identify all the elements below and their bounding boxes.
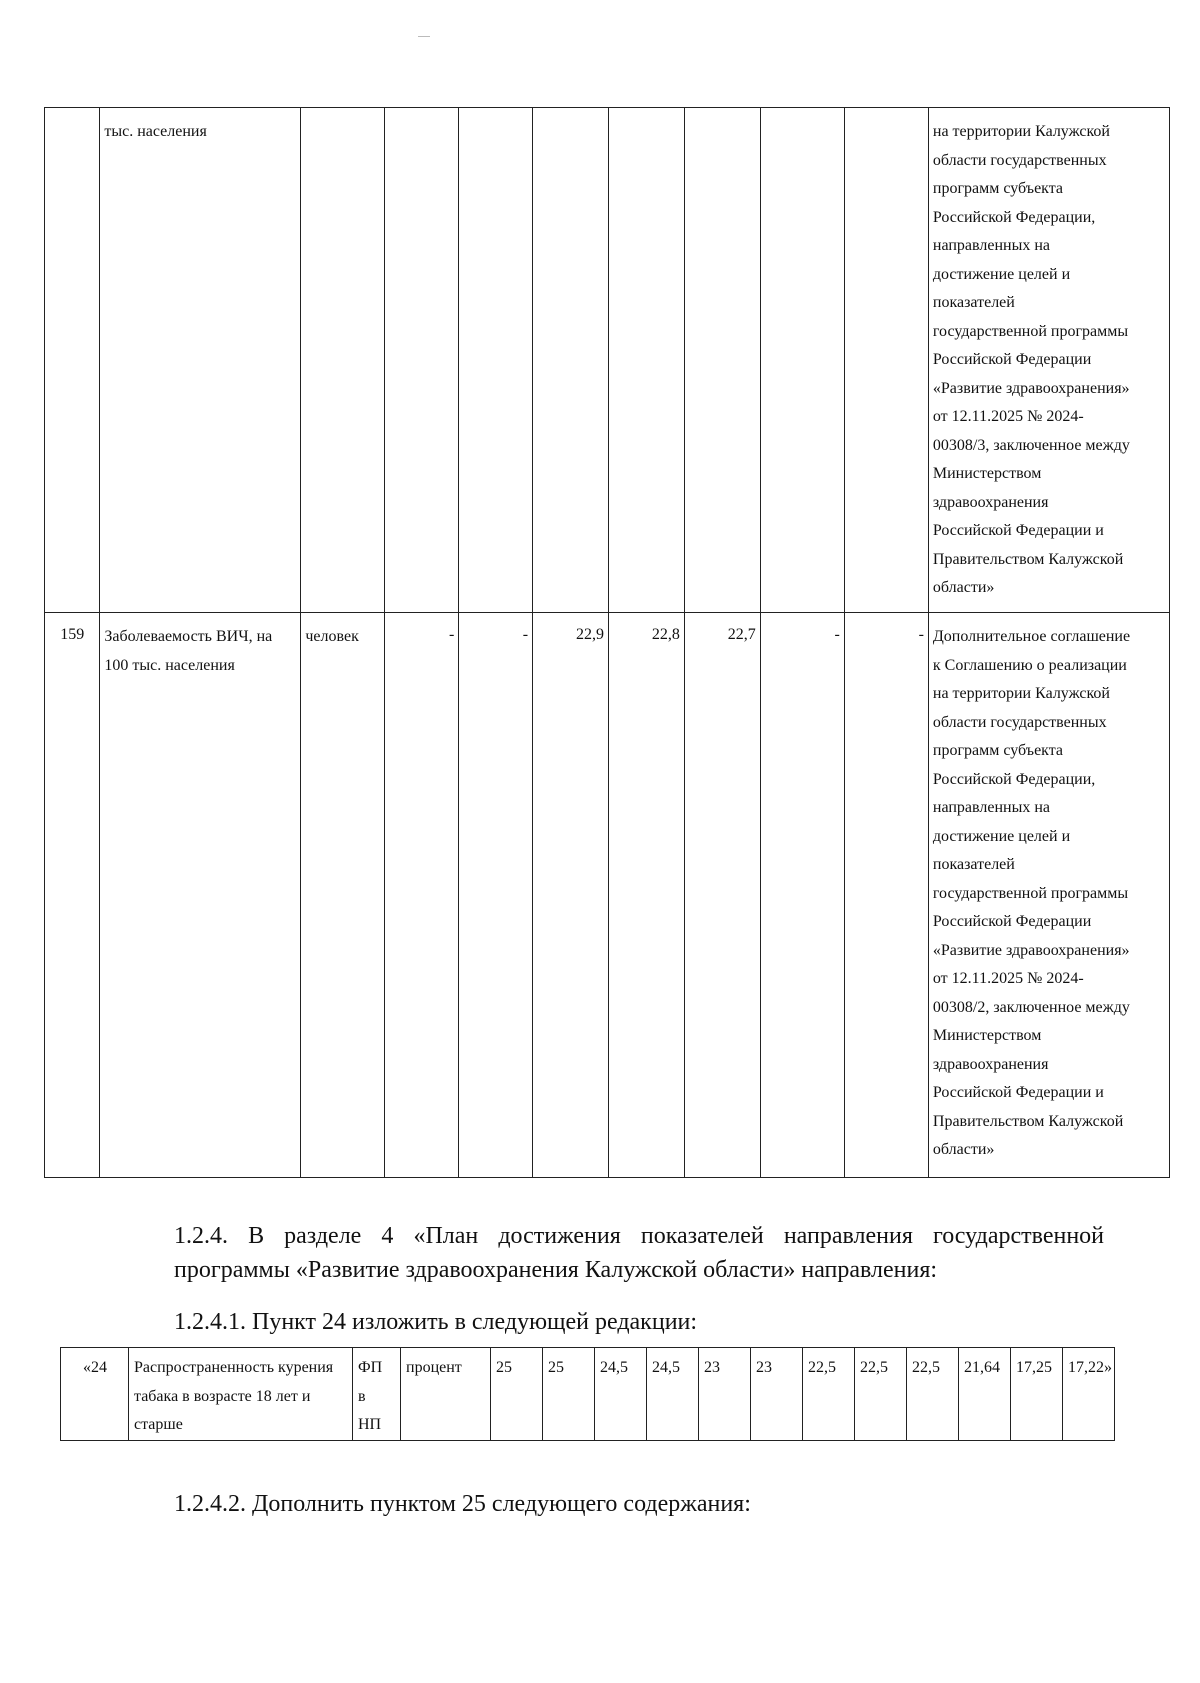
source-line: Российской Федерации и	[932, 522, 1104, 539]
row-number	[45, 108, 100, 613]
source-line: от 12.11.2025 № 2024-	[932, 408, 1084, 425]
value-cell: 22,5	[855, 1348, 907, 1441]
value-cell: -	[385, 613, 459, 1178]
unit-cell	[301, 108, 385, 613]
plan-table	[60, 1347, 1115, 1441]
source-line: области»	[932, 579, 995, 596]
value-cell: 22,7	[684, 613, 760, 1178]
value-cell: -	[459, 613, 533, 1178]
source-line: государственной программы	[932, 322, 1129, 340]
value-cell: 21,64	[959, 1348, 1011, 1441]
value-cell	[385, 108, 459, 613]
paragraph-1-2-4-2: 1.2.4.2. Дополнить пунктом 25 следующего содержания:	[174, 1491, 751, 1517]
source-line: 00308/3, заключенное между	[932, 436, 1130, 454]
unit-cell: человек	[301, 613, 385, 1178]
value-cell	[608, 108, 684, 613]
table-row	[61, 1348, 1115, 1441]
source-line: Российской Федерации	[932, 351, 1092, 368]
value-cell: 22,5	[803, 1348, 855, 1441]
source-line: от 12.11.2025 № 2024-	[932, 970, 1084, 987]
source-line: достижение целей и	[932, 265, 1071, 283]
source-line: Российской Федерации	[932, 913, 1092, 930]
source-line: программ субъекта	[932, 180, 1064, 197]
source-line: Российской Федерации,	[932, 770, 1096, 788]
source-line: показателей	[932, 294, 1015, 311]
source-line: здравоохранения	[932, 493, 1049, 511]
source-line: области государственных	[932, 151, 1107, 169]
source-line: области»	[932, 1141, 995, 1158]
source-line: области государственных	[932, 713, 1107, 731]
indicator-name: Заболеваемость ВИЧ, на 100 тыс. населения	[100, 613, 301, 1178]
source-line: Правительством Калужской	[932, 550, 1124, 568]
row-number: 159	[45, 613, 100, 1178]
type-line: в	[358, 1387, 366, 1405]
unit-cell: процент	[401, 1348, 491, 1441]
indicator-name: тыс. населения	[100, 108, 301, 613]
value-cell	[533, 108, 609, 613]
value-cell: 23	[699, 1348, 751, 1441]
paragraph-1-2-4: 1.2.4. В разделе 4 «План достижения показателей направления государственной программы «Развитие здравоохранения Калужской области» направления:	[174, 1223, 1104, 1283]
value-cell	[760, 108, 844, 613]
table-row	[45, 613, 1170, 1178]
row-number: «24	[61, 1348, 129, 1441]
value-cell: 23	[751, 1348, 803, 1441]
source-line: на территории Калужской	[932, 685, 1110, 702]
type-cell	[353, 1348, 401, 1441]
source-line: направленных на	[932, 237, 1050, 254]
value-cell: 25	[543, 1348, 595, 1441]
source-line: программ субъекта	[932, 742, 1064, 759]
paragraph-1-2-4-1: 1.2.4.1. Пункт 24 изложить в следующей редакции:	[174, 1309, 698, 1335]
source-line: Министерством	[932, 1027, 1042, 1044]
indicator-name: Распространенность курения табака в возрасте 18 лет и старше	[129, 1348, 353, 1441]
value-cell	[459, 108, 533, 613]
type-line: НП	[358, 1416, 382, 1433]
source-line: Российской Федерации,	[932, 208, 1096, 226]
source-cell	[928, 613, 1169, 1178]
value-cell: 17,22»	[1063, 1348, 1115, 1441]
source-line: государственной программы	[932, 884, 1129, 902]
source-line: показателей	[932, 856, 1015, 873]
value-cell: 24,5	[647, 1348, 699, 1441]
page-top-mark	[418, 36, 430, 37]
source-line: к Соглашению о реализации	[932, 656, 1127, 674]
value-cell	[844, 108, 928, 613]
value-cell: -	[844, 613, 928, 1178]
source-line: Дополнительное соглашение	[932, 628, 1131, 645]
value-cell	[684, 108, 760, 613]
value-cell: 22,9	[533, 613, 609, 1178]
source-line: направленных на	[932, 799, 1050, 816]
source-line: Правительством Калужской	[932, 1112, 1124, 1130]
value-cell: 22,5	[907, 1348, 959, 1441]
type-line: ФП	[358, 1359, 383, 1376]
source-line: «Развитие здравоохранения»	[932, 379, 1130, 397]
source-line: Министерством	[932, 465, 1042, 482]
indicators-table	[44, 107, 1170, 1178]
source-line: здравоохранения	[932, 1055, 1049, 1073]
source-line: Российской Федерации и	[932, 1084, 1104, 1101]
value-cell: 25	[491, 1348, 543, 1441]
value-cell: -	[760, 613, 844, 1178]
source-line: «Развитие здравоохранения»	[932, 941, 1130, 959]
table-row	[45, 108, 1170, 613]
value-cell: 17,25	[1011, 1348, 1063, 1441]
source-line: на территории Калужской	[932, 123, 1110, 140]
source-cell	[928, 108, 1169, 613]
value-cell: 22,8	[608, 613, 684, 1178]
value-cell: 24,5	[595, 1348, 647, 1441]
source-line: достижение целей и	[932, 827, 1071, 845]
source-line: 00308/2, заключенное между	[932, 998, 1130, 1016]
